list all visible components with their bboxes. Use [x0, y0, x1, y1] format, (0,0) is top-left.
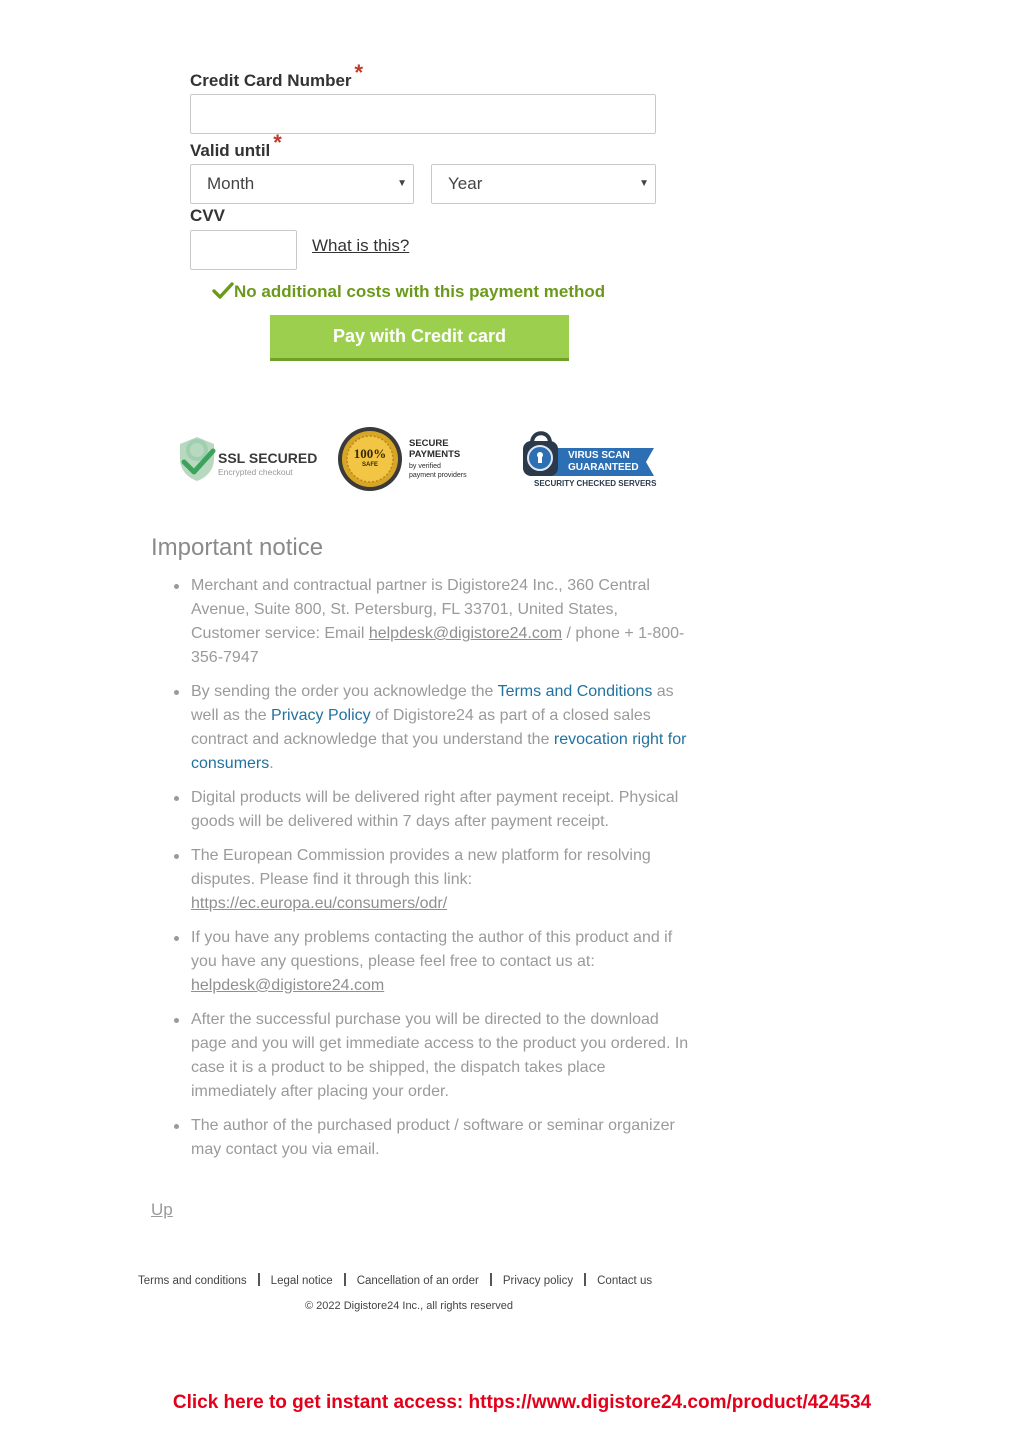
footer-privacy-link[interactable]: Privacy policy: [502, 1275, 574, 1287]
acknowledge-text-3: of Digistore24 as part of a closed sales contract and acknowledge that you understand the: [191, 707, 651, 748]
odr-text: The European Commission provides a new platform for resolving disputes. Please find it through this link:: [191, 847, 651, 888]
footer-terms-link[interactable]: Terms and conditions: [138, 1275, 247, 1287]
acknowledge-period: .: [269, 755, 274, 772]
list-item: [191, 680, 691, 776]
helpdesk-email-link-2[interactable]: helpdesk@digistore24.com: [191, 977, 385, 994]
copyright: © 2022 Digistore24 Inc., all rights reserved: [305, 1300, 514, 1312]
no-costs-note: [212, 282, 605, 302]
list-item: [191, 1008, 691, 1104]
month-select[interactable]: [190, 164, 414, 204]
revocation-link[interactable]: revocation right for consumers: [191, 731, 687, 772]
list-item: [191, 1114, 691, 1162]
required-mark: *: [354, 60, 364, 85]
important-notice-title: Important notice: [151, 534, 324, 561]
card-number-label: [190, 60, 364, 92]
no-costs-note-text: No additional costs with this payment method: [234, 282, 606, 301]
year-select-value: Year: [448, 174, 483, 193]
terms-link[interactable]: Terms and Conditions: [497, 683, 653, 700]
footer-cancellation-link[interactable]: Cancellation of an order: [356, 1275, 479, 1287]
secure-line3: by verified: [409, 463, 441, 470]
author-contact-text: The author of the purchased product / software or seminar organizer may contact you via email.: [191, 1117, 675, 1158]
footer-contact-link[interactable]: Contact us: [597, 1275, 653, 1287]
odr-link[interactable]: https://ec.europa.eu/consumers/odr/: [191, 895, 448, 912]
footer-divider: [258, 1273, 260, 1286]
required-mark: *: [273, 130, 282, 155]
footer-links: [138, 1273, 652, 1287]
valid-until-label-text: Valid until: [190, 141, 271, 160]
footer-divider: [584, 1273, 586, 1286]
acknowledge-text: By sending the order you acknowledge the: [191, 683, 498, 700]
footer-divider: [490, 1273, 492, 1286]
list-item: [191, 574, 691, 670]
checkmark-icon: [212, 282, 234, 300]
cvv-input[interactable]: [190, 230, 297, 270]
list-item: [191, 926, 691, 998]
promo-link[interactable]: Click here to get instant access: https://www.digistore24.com/product/424534: [172, 1392, 872, 1413]
month-select-value: Month: [207, 174, 255, 193]
virus-line3: SECURITY CHECKED SERVERS: [534, 479, 657, 488]
card-number-input[interactable]: [190, 94, 656, 134]
phone-text: / phone + 1-800-356-7947: [191, 625, 685, 666]
footer-legal-notice-link[interactable]: Legal notice: [270, 1275, 333, 1287]
virus-line1: VIRUS SCAN: [568, 450, 630, 461]
footer-divider: [344, 1273, 346, 1286]
seal-top-text: 100%: [353, 446, 387, 461]
card-number-label-text: Credit Card Number: [190, 71, 352, 90]
virus-line2: GUARANTEED: [568, 462, 639, 473]
privacy-policy-link[interactable]: Privacy Policy: [271, 707, 371, 724]
cvv-label: CVV: [190, 206, 225, 225]
notice-list: [191, 574, 691, 1172]
seal-bottom-text: SAFE: [361, 462, 378, 468]
list-item: [191, 844, 691, 916]
secure-line4: payment providers: [409, 472, 467, 479]
delivery-text: Digital products will be delivered right after payment receipt. Physical goods will be delivered within 7 days after payment receipt.: [191, 789, 679, 830]
download-text: After the successful purchase you will be directed to the download page and you will get immediate access to the product you ordered. In case it is a product to be shipped, the dispatch takes place immediately after placing your order.: [191, 1011, 689, 1100]
list-item: [191, 786, 691, 834]
year-select[interactable]: [431, 164, 656, 204]
chevron-down-icon: ▼: [639, 178, 649, 189]
helpdesk-email-link[interactable]: helpdesk@digistore24.com: [368, 625, 563, 642]
ssl-title: SSL SECURED: [218, 450, 318, 466]
pay-with-credit-card-button[interactable]: Pay with Credit card: [270, 315, 569, 361]
valid-until-label: [190, 130, 282, 162]
secure-line1: SECURE: [409, 438, 449, 449]
shield-check-icon: [177, 435, 217, 483]
secure-payments-badge: [337, 426, 487, 494]
what-is-this-link[interactable]: What is this?: [312, 236, 410, 255]
virus-scan-badge: [520, 428, 660, 492]
merchant-text: Merchant and contractual partner is Digistore24 Inc., 360 Central Avenue, Suite 800, St. Petersburg, FL 33701, United States, Customer service: Email: [191, 577, 650, 642]
secure-line2: PAYMENTS: [409, 449, 461, 460]
chevron-down-icon: ▼: [397, 178, 407, 189]
contact-text: If you have any problems contacting the author of this product and if you have any questions, please feel free to contact us at:: [191, 929, 673, 970]
acknowledge-text-2: as well as the: [191, 683, 674, 724]
up-link[interactable]: Up: [151, 1200, 173, 1219]
ssl-secured-badge: [177, 435, 318, 485]
ssl-subtitle: Encrypted checkout: [218, 467, 293, 477]
